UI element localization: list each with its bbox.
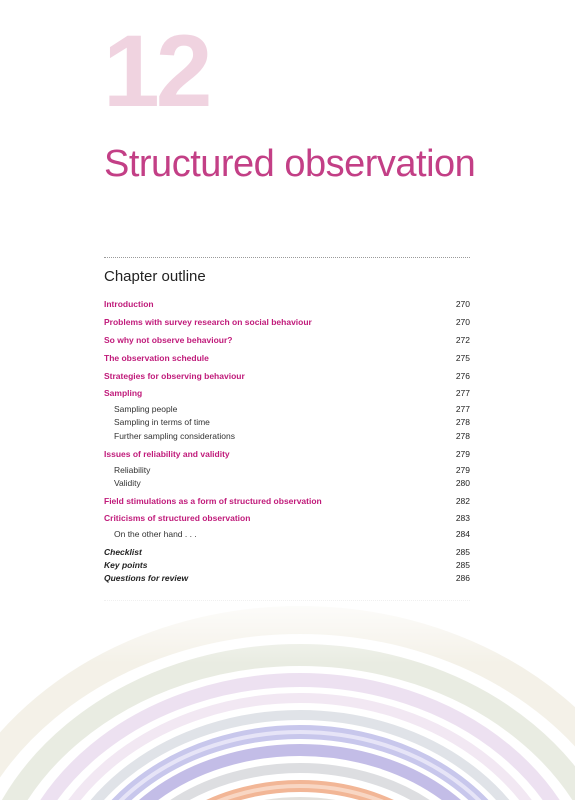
toc-entry[interactable]	[104, 387, 470, 400]
toc-entry-label: Questions for review	[104, 573, 189, 583]
toc-entry-label: Strategies for observing behaviour	[104, 371, 245, 381]
toc-entry-label: Sampling in terms of time	[114, 417, 210, 427]
toc-entry-page: 285	[455, 547, 470, 557]
toc-entry-label: Problems with survey research on social behaviour	[104, 317, 312, 327]
chapter-number: 12	[103, 14, 209, 128]
chapter-title: Structured observation	[104, 143, 476, 185]
toc-subentry[interactable]	[104, 416, 470, 429]
toc-entry-label: Sampling	[104, 388, 143, 398]
toc-entry-label: Reliability	[114, 465, 151, 475]
toc-entry-label: On the other hand . . .	[114, 529, 197, 539]
toc-entry-label: Introduction	[104, 299, 154, 309]
toc-subentry[interactable]	[104, 430, 470, 443]
toc-entry-page: 285	[455, 560, 470, 570]
toc-entry-page: 270	[455, 317, 470, 327]
toc-entry-page: 278	[455, 431, 470, 441]
decorative-rainbow-arcs	[0, 590, 575, 800]
toc-entry-page: 279	[455, 449, 470, 459]
toc-entry-label: Further sampling considerations	[114, 431, 235, 441]
toc-subentry[interactable]	[104, 477, 470, 490]
toc-entry-page: 283	[455, 513, 470, 523]
toc-entry-label: The observation schedule	[104, 353, 209, 363]
toc-entry-page: 282	[455, 496, 470, 506]
toc-entry-page: 278	[455, 417, 470, 427]
toc-entry[interactable]	[104, 352, 470, 365]
toc-entry-page: 276	[455, 371, 470, 381]
toc-entry[interactable]	[104, 370, 470, 383]
toc-entry-page: 272	[455, 335, 470, 345]
toc-entry-page: 275	[455, 353, 470, 363]
toc-end-entry[interactable]	[104, 559, 470, 572]
toc-entry-label: Issues of reliability and validity	[104, 449, 230, 459]
toc-entry-page: 279	[455, 465, 470, 475]
toc-entry[interactable]	[104, 495, 470, 508]
top-divider	[104, 257, 470, 258]
toc-entry-page: 277	[455, 404, 470, 414]
toc-entry-label: Field stimulations as a form of structured observation	[104, 496, 322, 506]
toc-entry-label: So why not observe behaviour?	[104, 335, 233, 345]
toc-subentry[interactable]	[104, 464, 470, 477]
toc-entry[interactable]	[104, 316, 470, 329]
toc-entry-page: 280	[455, 478, 470, 488]
toc-entry[interactable]	[104, 448, 470, 461]
toc-entry-page: 284	[455, 529, 470, 539]
toc-entry-label: Key points	[104, 560, 148, 570]
toc-entry[interactable]	[104, 334, 470, 347]
toc-subentry[interactable]	[104, 403, 470, 416]
toc-entry[interactable]	[104, 298, 470, 311]
toc-entry[interactable]	[104, 512, 470, 525]
outline-heading: Chapter outline	[104, 268, 206, 285]
toc-entry-label: Checklist	[104, 547, 142, 557]
toc-end-entry[interactable]	[104, 572, 470, 585]
toc-entry-page: 277	[455, 388, 470, 398]
toc-entry-page: 286	[455, 573, 470, 583]
toc-end-entry[interactable]	[104, 546, 470, 559]
toc-entry-label: Sampling people	[114, 404, 178, 414]
toc-entry-page: 270	[455, 299, 470, 309]
toc-entry-label: Validity	[114, 478, 141, 488]
toc-subentry[interactable]	[104, 528, 470, 541]
toc-entry-label: Criticisms of structured observation	[104, 513, 251, 523]
